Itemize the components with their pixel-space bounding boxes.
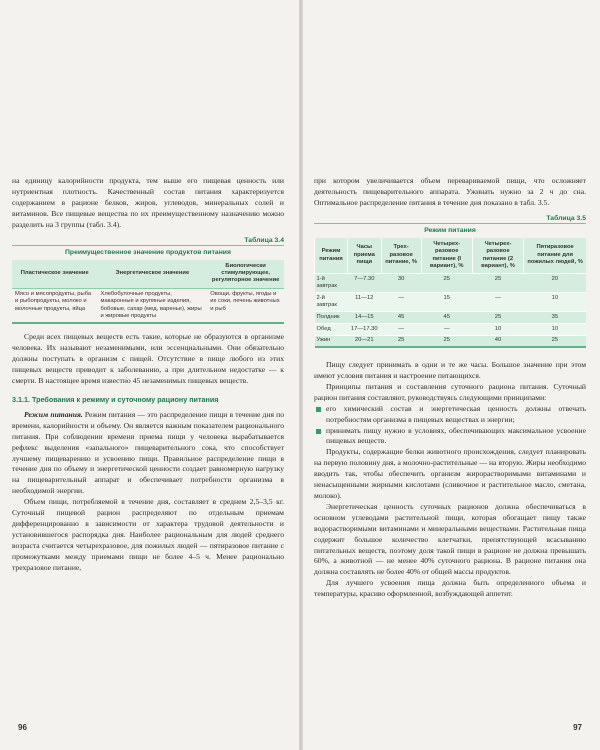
table-3-4-title: Преимущественное значение продуктов питания bbox=[12, 245, 284, 260]
table-3-5-header: Часы приема пищи bbox=[347, 238, 381, 274]
right-paragraph-3: Принципы питания и составления суточного рациона питания. Суточный рацион питания составляют, руководствуясь следующими принципами: bbox=[314, 381, 586, 402]
right-paragraph-6: Для лучшего усвоения пища должна быть определенного объема и температуры, красиво оформленной, возбуждающей аппетит. bbox=[314, 578, 586, 599]
table-cell: Овощи, фрукты, ягоды и их соки, печень животных и рыб bbox=[207, 288, 284, 323]
table-3-5-caption: Таблица 3.5 bbox=[546, 214, 586, 222]
table-cell: 17—17.30 bbox=[347, 323, 381, 335]
right-paragraph-2: Пищу следует принимать в одни и те же часы. Большое значение при этом имеют условия питания и настроение питающихся. bbox=[314, 360, 586, 381]
table-cell: 45 bbox=[381, 312, 421, 324]
table-3-5-title: Режим питания bbox=[314, 223, 586, 238]
table-3-5 bbox=[314, 238, 586, 348]
book-gutter bbox=[299, 0, 303, 750]
page-number-left: 96 bbox=[18, 723, 27, 732]
table-cell: Хлебобулочные продукты, макаронные и крупяные изделия, бобовые, сахар (мед, варенье), жиры и жировые продукты bbox=[97, 288, 207, 323]
table-cell: 45 bbox=[421, 312, 472, 324]
table-cell: 11—12 bbox=[347, 293, 381, 312]
table-cell: 30 bbox=[381, 274, 421, 293]
table-cell: — bbox=[421, 323, 472, 335]
left-paragraph-2 bbox=[12, 410, 284, 497]
left-paragraph-3: Объем пищи, потребляемой в течение дня, составляет в среднем 2,5–3,5 кг. Суточный пищевой рацион распределяют по отдельным приемам дифференцированно в зависимости от характера трудовой деятельности и установившегося распорядка дня. Наиболее рациональным для людей среднего возраста считается четырехразовое, для пожилых людей — пятиразовое питание с промежутками между приемами пищи не более 4–5 ч. Менее рационально трехразовое питание, bbox=[12, 497, 284, 572]
table-cell: 2-й завтрак bbox=[315, 293, 348, 312]
left-paragraph-1: Среди всех пищевых веществ есть такие, которые не образуются в организме человека. Их называют незаменимыми, или эссенциальными. Они обязательно должны поступать в организм с пищей. Отсутствие в пище любого из этих пищевых веществ приводит к заболеванию, а при длительном недостатке — к смерти. В настоящее время известно 45 незаменимых пищевых веществ. bbox=[12, 332, 284, 385]
table-cell: 25 bbox=[524, 335, 586, 347]
table-cell: — bbox=[381, 293, 421, 312]
table-cell: — bbox=[381, 323, 421, 335]
table-3-5-header: Трех-разовое питание, % bbox=[381, 238, 421, 274]
table-cell: 14—15 bbox=[347, 312, 381, 324]
table-row bbox=[315, 323, 587, 335]
table-cell: 10 bbox=[472, 323, 523, 335]
table-3-4-header: Пластическое значение bbox=[12, 260, 97, 289]
table-cell: 35 bbox=[524, 312, 586, 324]
right-paragraph-5: Энергетическая ценность суточных рационов должна обеспечиваться в основном углеводами растительной пищи, которая обогащает пищу также водорастворимыми витаминами и минеральными веществами. Растительная пища содержит большое количество клетчатки, препятствующей всасыванию питательных веществ, поэтому доля такой пищи в рационе не должна превышать 60%, а животной — не менее 40% суточного рациона. В рационе питания она должна составлять не более 40% от общей массы продуктов. bbox=[314, 501, 586, 577]
table-cell: 20—21 bbox=[347, 335, 381, 347]
table-cell: 1-й завтрак bbox=[315, 274, 348, 293]
table-3-4-caption: Таблица 3.4 bbox=[244, 236, 284, 244]
table-cell: Ужин bbox=[315, 335, 348, 347]
table-cell: 7—7.30 bbox=[347, 274, 381, 293]
table-3-4 bbox=[12, 260, 284, 325]
table-row bbox=[315, 312, 587, 324]
table-3-5-header: Режим питания bbox=[315, 238, 348, 274]
table-row bbox=[315, 293, 587, 312]
table-cell: Мясо и мясопродукты, рыба и рыбопродукты, молоко и молочные продукты, яйца bbox=[12, 288, 97, 323]
list-item: принимать пищу нужно в условиях, обеспечивающих максимальное усвоение пищевых веществ. bbox=[314, 426, 586, 448]
table-cell: Полдник bbox=[315, 312, 348, 324]
table-row bbox=[12, 288, 284, 323]
table-cell: 25 bbox=[421, 274, 472, 293]
table-cell: 10 bbox=[524, 293, 586, 312]
table-row bbox=[315, 335, 587, 347]
table-3-5-header: Пятиразовое питание для пожилых людей, % bbox=[524, 238, 586, 274]
left-page bbox=[12, 176, 284, 574]
left-paragraph-2-text: Режим питания — это распределение пищи в течение дня по времени, калорийности и объему. Он является важным показателем рационального питания. При соблюдении времени приема пищи у человека вырабатывается рефлекс выделения «запального» пищеварительного сока, что способствует лучшему пищеварению и усвоению пищи. Правильное распределение пищи в течение дня по объему и энергетической ценности создает равномерную нагрузку на пищеварительный аппарат и обеспечивает потребности организма в необходимой энергии. bbox=[12, 409, 284, 496]
table-row bbox=[315, 274, 587, 293]
table-3-4-header: Энергетическое значение bbox=[97, 260, 207, 289]
run-in-heading: Режим питания. bbox=[24, 409, 83, 419]
table-cell: — bbox=[472, 293, 523, 312]
table-cell: 40 bbox=[472, 335, 523, 347]
table-cell: 25 bbox=[472, 312, 523, 324]
table-cell: 20 bbox=[524, 274, 586, 293]
list-item: его химический состав и энергетическая ценность должны отвечать потребностям организма в пищевых веществах и энергии; bbox=[314, 404, 586, 426]
table-cell: Обед bbox=[315, 323, 348, 335]
table-cell: 25 bbox=[472, 274, 523, 293]
table-cell: 25 bbox=[421, 335, 472, 347]
right-page bbox=[314, 176, 586, 600]
principles-list bbox=[314, 404, 586, 448]
left-intro-paragraph: на единицу калорийности продукта, тем выше его пищевая ценность или нутриентная плотность. Качественный состав питания характеризуется содержанием в рационе белков, жиров, углеводов, минеральных солей и витаминов. Все пищевые вещества по их преимущественному назначению можно разделить на 3 группы (табл. 3.4). bbox=[12, 176, 284, 229]
table-cell: 25 bbox=[381, 335, 421, 347]
table-3-4-header: Биологически стимулирующее, регуляторное значение bbox=[207, 260, 284, 289]
table-cell: 15 bbox=[421, 293, 472, 312]
right-paragraph-4: Продукты, содержащие белки животного происхождения, следует планировать на первую половину дня, а молочно-растительные — на вторую. Жиры необходимо вводить так, чтобы обеспечить организм жирорастворимыми витаминами и ненасыщенными жирными кислотами (сливочное и растительное масло, сметана, молоко). bbox=[314, 447, 586, 500]
section-heading: 3.1.1. Требования к режиму и суточному рациону питания bbox=[12, 394, 219, 404]
page-number-right: 97 bbox=[573, 723, 582, 732]
table-cell: 10 bbox=[524, 323, 586, 335]
table-3-5-header: Четырех-разовое питание (2 вариант), % bbox=[472, 238, 523, 274]
table-3-5-header: Четырех-разовое питание (I вариант), % bbox=[421, 238, 472, 274]
right-paragraph-1: при котором увеличивается объем перевариваемой пищи, что осложняет деятельность пищеварительного аппарата. Ужинать нужно за 2 ч до сна. Оптимальное распределение питания в течение дня показано в табл. 3.5. bbox=[314, 176, 586, 207]
